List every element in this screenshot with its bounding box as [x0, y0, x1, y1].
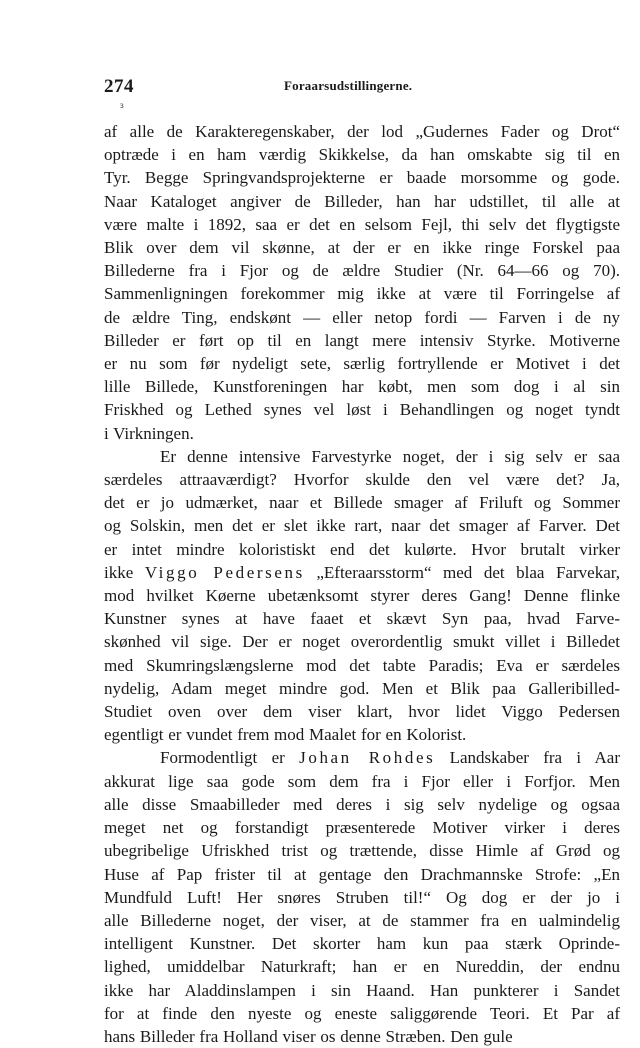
emphasized-name: Viggo Pedersens — [144, 562, 305, 582]
text-line: skønhed vil sige. Der er noget overordentlig smukt villet i Billedet — [104, 632, 620, 652]
text-line: ikke Viggo Pedersens „Efteraarsstorm“ med det blaa Farvekar, — [104, 562, 620, 582]
print-speck: ɜ — [120, 100, 124, 110]
text-line: Friskhed og Lethed synes vel løst i Behandlingen og noget tyndt — [104, 400, 620, 420]
text-line: det er jo udmærket, naar et Billede smager af Friluft og Sommer — [104, 493, 620, 513]
text-line: i Virkningen. — [104, 423, 194, 443]
paragraph — [104, 746, 620, 1048]
text-line: optræde i en ham værdig Skikkelse, da han omskabte sig til en — [104, 145, 620, 165]
text-line: være malte i 1892, saa er det en selsom Fejl, thi selv det flygtigste — [104, 214, 620, 234]
text-line: Tyr. Begge Springvandsprojekterne er baade morsomme og gode. — [104, 168, 620, 188]
text-line: alle Billederne noget, der viser, at de stammer fra en ualmindelig — [104, 910, 620, 930]
text-line: Formodentligt er Johan Rohdes Landskaber fra i Aar — [160, 748, 621, 768]
text-line: Kunstner synes at have faaet et skævt Syn paa, hvad Farve- — [104, 609, 620, 629]
text-line: særdeles attraaværdigt? Hvorfor skulde den vel være det? Ja, — [104, 470, 620, 490]
text-line: Billeder er ført op til en langt mere intensiv Styrke. Motiverne — [104, 330, 620, 350]
text-line: hans Billeder fra Holland viser os denne Stræben. Den gule — [104, 1026, 513, 1046]
text-line: lille Billede, Kunstforeningen har købt, men som dog i al sin — [104, 377, 620, 397]
text-line: Studiet oven over dem viser klart, hvor lidet Viggo Pedersen — [104, 702, 620, 722]
body-text — [104, 120, 620, 1048]
text-line: Er denne intensive Farvestyrke noget, der i sig selv er saa — [160, 446, 620, 466]
text-line: egentligt er vundet frem mod Maalet for en Kolorist. — [104, 725, 467, 745]
text-line: akkurat lige saa gode som dem fra i Fjor eller i Forfjor. Men — [104, 771, 620, 791]
text-line: og Solskin, men det er slet ikke rart, naar det smager af Farver. Det — [104, 516, 620, 536]
text-line: alle disse Smaabilleder med deres i sig selv nydelige og ogsaa — [104, 794, 620, 814]
text-line: Naar Kataloget angiver de Billeder, han har udstillet, til alle at — [104, 191, 620, 211]
text-line: Blik over dem vil skønne, at der er en ikke ringe Forskel paa — [104, 238, 620, 258]
text-line: Billederne fra i Fjor og de ældre Studier (Nr. 64—66 og 70). — [104, 261, 620, 281]
paragraph — [104, 120, 620, 445]
text-line: mod hvilket Køerne ubetænksomt styrer deres Gang! Denne flinke — [104, 586, 620, 606]
text-line: lighed, umiddelbar Naturkraft; han er en Nureddin, der endnu — [104, 957, 620, 977]
text-line: ikke har Aladdinslampen i sin Haand. Han punkterer i Sandet — [104, 980, 620, 1000]
text-line: intelligent Kunstner. Det skorter ham kun paa stærk Oprinde- — [104, 934, 620, 954]
text-line: af alle de Karakteregenskaber, der lod „Gudernes Fader og Drot“ — [104, 122, 620, 141]
running-title: Foraarsudstillingerne. — [284, 78, 413, 93]
text-line: for at finde den nyeste og eneste saliggørende Teori. Et Par af — [104, 1003, 620, 1023]
text-line: ubegribelige Ufriskhed trist og trættende, disse Himle af Grød og — [104, 841, 620, 861]
emphasized-name: Johan Rohdes — [299, 748, 436, 768]
text-line: nydelig, Adam meget mindre god. Men et Blik paa Galleribilled- — [104, 678, 620, 698]
text-line: Huse af Pap frister til at gentage den Drachmannske Strofe: „En — [104, 864, 620, 884]
text-line: er intet mindre koloristiskt end det kulørte. Hvor brutalt virker — [104, 539, 620, 559]
paragraph — [104, 445, 620, 747]
text-line: Sammenligningen forekommer mig ikke at være til Forringelse af — [104, 284, 620, 304]
book-page — [104, 76, 620, 1048]
text-line: med Skumringslængslerne mod det tabte Paradis; Eva er særdeles — [104, 655, 620, 675]
text-line: Mundfuld Luft! Her snøres Struben til!“ Og dog er der jo i — [104, 887, 620, 907]
text-line: meget net og forstandigt præsenterede Motiver virker i deres — [104, 818, 620, 838]
text-line: er nu som før nydeligt sete, særlig fortryllende er Motivet i det — [104, 354, 620, 374]
page-number: 274 — [104, 76, 134, 97]
page-header — [104, 76, 620, 110]
text-line: de ældre Ting, endskønt — eller netop fordi — Farven i de ny — [104, 307, 620, 327]
